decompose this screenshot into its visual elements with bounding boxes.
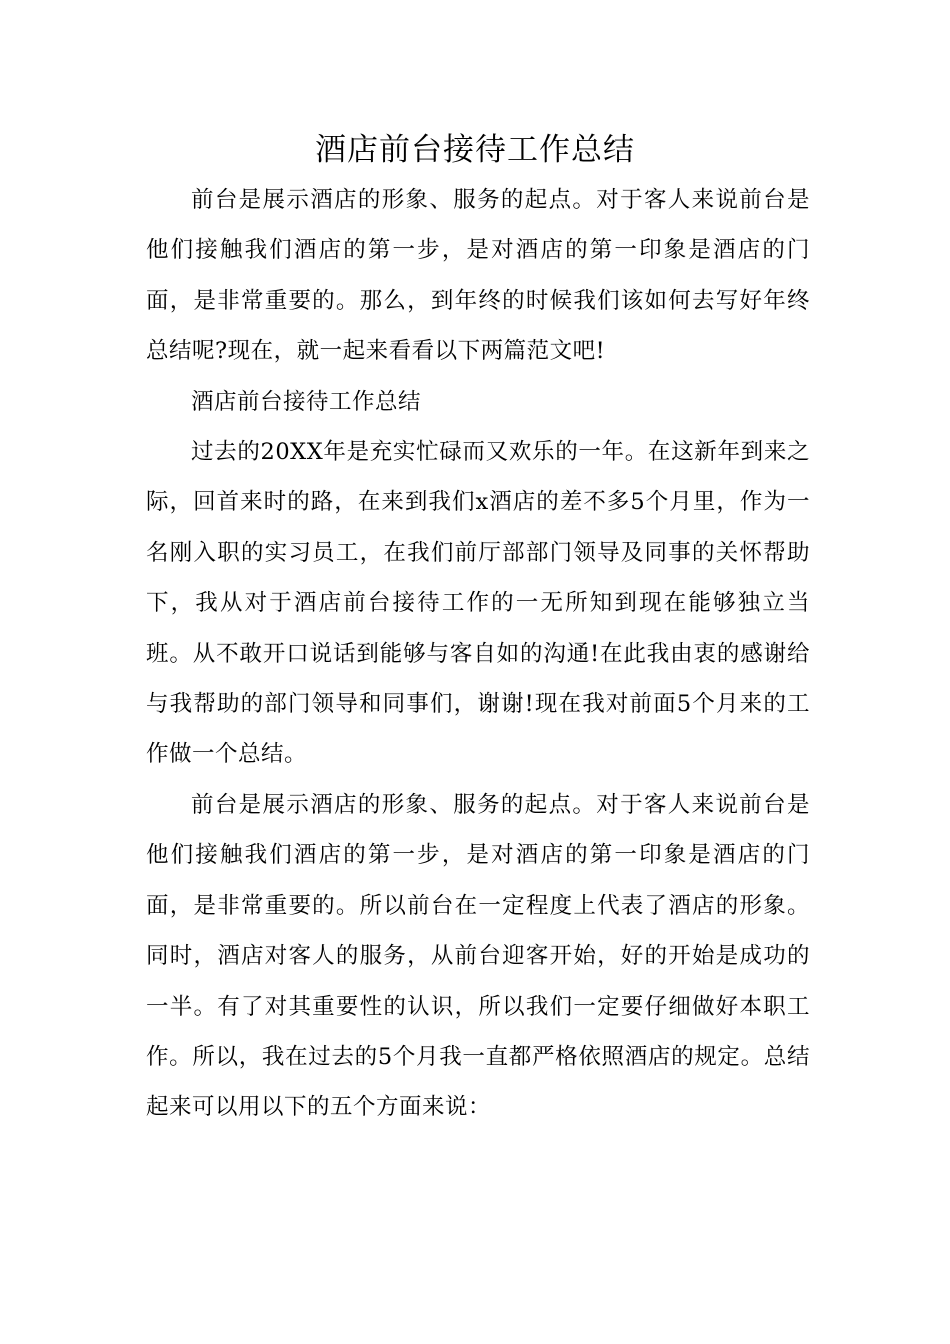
paragraph-review: 过去的20XX年是充实忙碌而又欢乐的一年。在这新年到来之际，回首来时的路，在来到我们x酒店的差不多5个月里，作为一名刚入职的实习员工，在我们前厅部部门领导及同事的关怀帮助下，我从对于酒店前台接待工作的一无所知到现在能够独立当班。从不敢开口说话到能够与客自如的沟通!在此我由衷的感谢给与我帮助的部门领导和同事们，谢谢!现在我对前面5个月来的工作做一个总结。 (146, 439, 810, 768)
document-title: 酒店前台接待工作总结 (315, 132, 635, 168)
document-body (146, 175, 810, 1133)
paragraph-subtitle: 酒店前台接待工作总结 (191, 388, 422, 415)
paragraph-intro: 前台是展示酒店的形象、服务的起点。对于客人来说前台是他们接触我们酒店的第一步，是对酒店的第一印象是酒店的门面，是非常重要的。那么，到年终的时候我们该如何去写好年终总结呢?现在，就一起来看看以下两篇范文吧! (146, 187, 810, 365)
paragraph-front-desk: 前台是展示酒店的形象、服务的起点。对于客人来说前台是他们接触我们酒店的第一步，是对酒店的第一印象是酒店的门面，是非常重要的。所以前台在一定程度上代表了酒店的形象。同时，酒店对客人的服务，从前台迎客开始，好的开始是成功的一半。有了对其重要性的认识，所以我们一定要仔细做好本职工作。所以，我在过去的5个月我一直都严格依照酒店的规定。总结起来可以用以下的五个方面来说： (146, 791, 810, 1121)
